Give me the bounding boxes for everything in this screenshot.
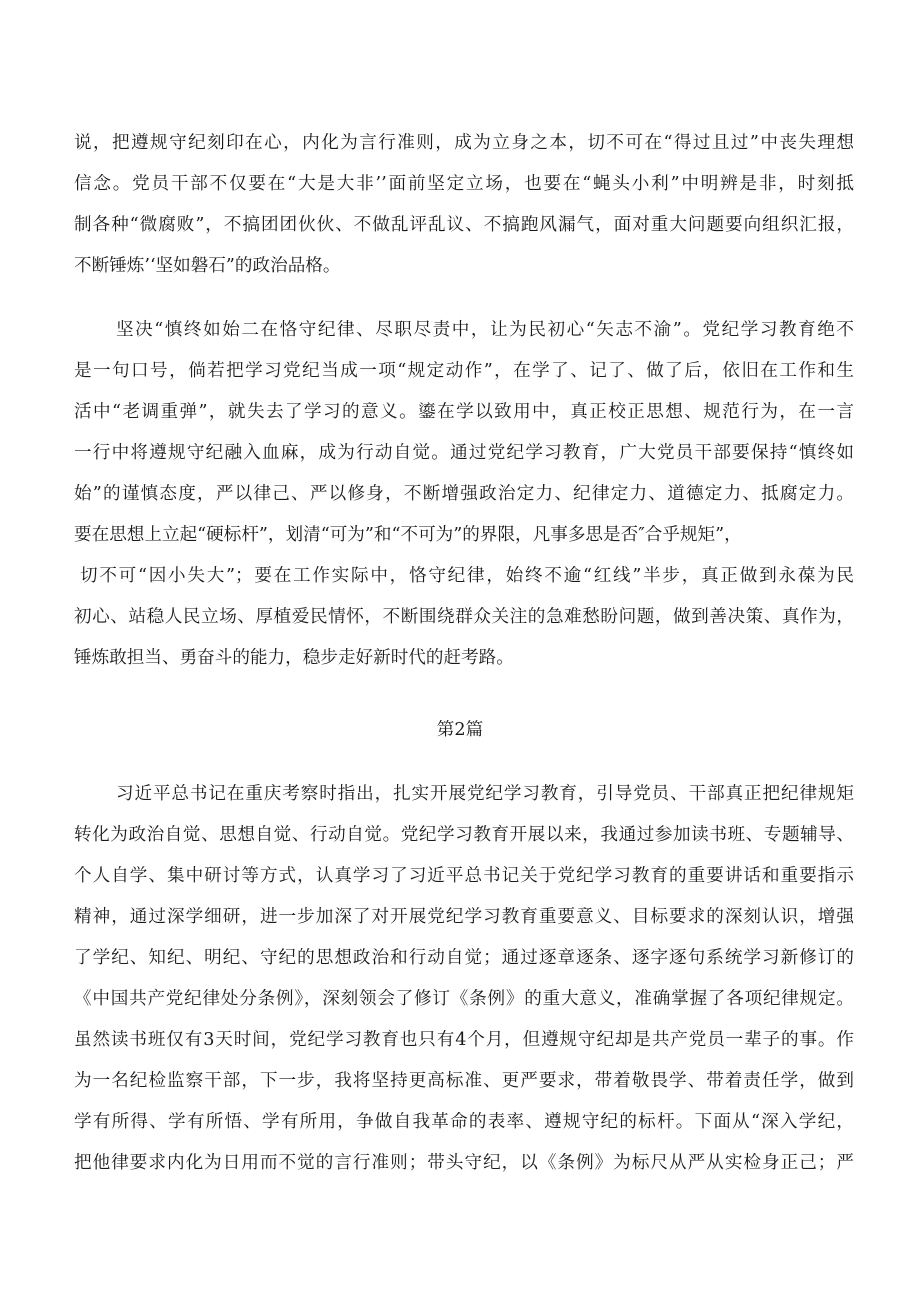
paragraph-3-line-5: 了学纪、知纪、明纪、守纪的思想政治和行动自觉；通过逐章逐条、逐字逐句系统学习新修订的 xyxy=(74,948,854,968)
paragraph-3-line-9: 学有所得、学有所悟、学有所用，争做自我革命的表率、遵规守纪的标杆。下面从“深入学纪， xyxy=(74,1112,854,1132)
paragraph-3-line-6: 《中国共产党纪律处分条例》，深刻领会了修订《条例》的重大意义，准确掌握了各项纪律规定。 xyxy=(74,989,854,1009)
section-heading: 第2篇 xyxy=(436,720,484,740)
paragraph-2-line-8: 初心、站稳人民立场、厚植爱民情怀，不断围绕群众关注的急难愁盼问题，做到善决策、真作为， xyxy=(74,607,854,627)
paragraph-3-line-2: 转化为政治自觉、思想自觉、行动自觉。党纪学习教育开展以来，我通过参加读书班、专题辅导、 xyxy=(74,825,854,845)
paragraph-2-line-4: 一行中将遵规守纪融入血麻，成为行动自觉。通过党纪学习教育，广大党员干部要保持“慎终如 xyxy=(74,443,854,463)
paragraph-2-line-2: 是一句口号，倘若把学习党纪当成一项“规定动作”，在学了、记了、做了后，依旧在工作和生 xyxy=(74,361,854,381)
paragraph-3-line-7: 虽然读书班仅有3天时间，党纪学习教育也只有4个月，但遵规守纪却是共产党员一辈子的事。作 xyxy=(74,1030,854,1050)
paragraph-3-line-4: 精神，通过深学细研，进一步加深了对开展党纪学习教育重要意义、目标要求的深刻认识，增强 xyxy=(74,907,854,927)
paragraph-2-line-6: 要在思想上立起“硬标杆”，划清“可为”和“不可为”的界限，凡事多思是否″合乎规矩”， xyxy=(74,525,742,545)
paragraph-3-line-8: 为一名纪检监察干部，下一步，我将坚持更高标准、更严要求，带着敬畏学、带着责任学，做到 xyxy=(74,1071,854,1091)
paragraph-2-line-7: 切不可“因小失大”；要在工作实际中，恪守纪律，始终不逾“红线”半步，真正做到永葆为民 xyxy=(80,566,854,586)
paragraph-2-line-3: 活中“老调重弹”，就失去了学习的意义。鎏在学以致用中，真正校正思想、规范行为，在一言 xyxy=(74,402,854,422)
paragraph-1-line-4: 不断锤炼’‘坚如磐石”的政治品格。 xyxy=(74,256,341,276)
paragraph-1-line-1: 说，把遵规守纪刻印在心，内化为言行准则，成为立身之本，切不可在“得过且过”中丧失理想 xyxy=(74,133,854,153)
paragraph-3-line-1: 习近平总书记在重庆考察时指出，扎实开展党纪学习教育，引导党员、干部真正把纪律规矩 xyxy=(116,784,854,804)
paragraph-1-line-2: 信念。党员干部不仅要在“大是大非’’面前坚定立场，也要在“蝇头小利”中明辨是非，时刻抵 xyxy=(74,174,854,194)
paragraph-3-line-3: 个人自学、集中研讨等方式，认真学习了习近平总书记关于党纪学习教育的重要讲话和重要指示 xyxy=(74,866,854,886)
paragraph-1-line-3: 制各种“微腐败”，不搞团团伙伙、不做乱评乱议、不搞跑风漏气，面对重大问题要向组织汇报， xyxy=(74,215,854,235)
paragraph-2-line-1: 坚决“慎终如始二在恪守纪律、尽职尽责中，让为民初心“矢志不渝”。党纪学习教育绝不 xyxy=(116,320,854,340)
paragraph-3-line-10: 把他律要求内化为日用而不觉的言行准则；带头守纪，以《条例》为标尺从严从实检身正己；严 xyxy=(74,1153,854,1173)
paragraph-2-line-5: 始”的谨慎态度，严以律己、严以修身，不断增强政治定力、纪律定力、道德定力、抵腐定力。 xyxy=(74,484,854,504)
paragraph-2-line-9: 锤炼敢担当、勇奋斗的能力，稳步走好新时代的赶考路。 xyxy=(74,648,514,668)
